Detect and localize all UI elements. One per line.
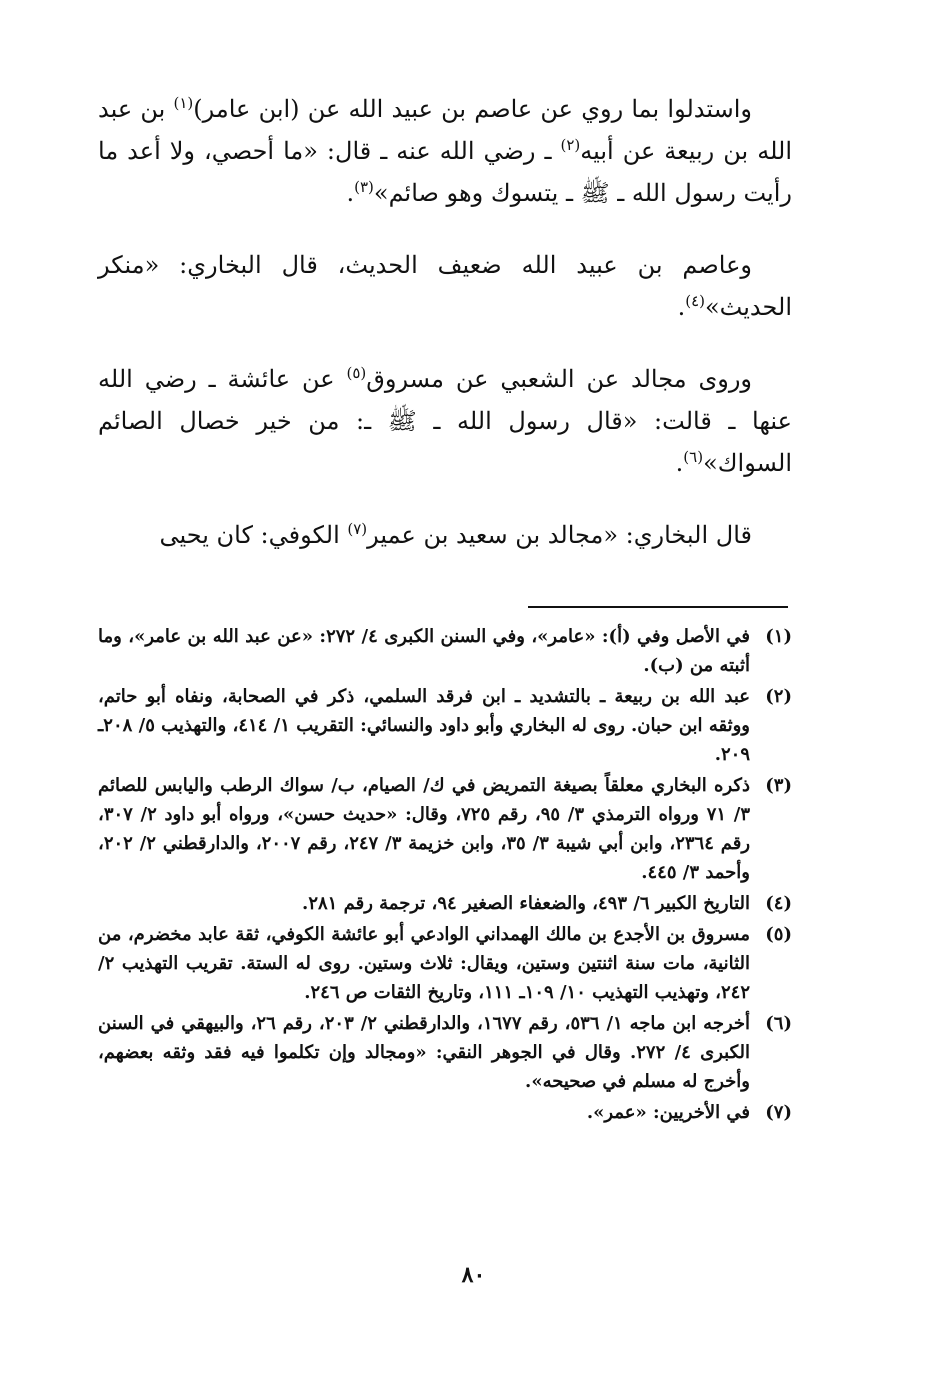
text-span: . <box>675 449 684 477</box>
paragraph-4 <box>98 514 792 556</box>
footnote-marker-5[interactable]: (٥) <box>346 364 367 382</box>
footnote-text: التاريخ الكبير ٦/ ٤٩٣، والضعفاء الصغير ٩٤، ترجمة رقم ٢٨١. <box>302 893 750 914</box>
footnote-5 <box>98 920 792 1007</box>
text-span: عن عائشة ـ رضي الله عنها ـ قالت: «قال رسول الله ـ ﷺ ـ: من خير خصال الصائم السواك» <box>98 365 792 477</box>
text-span: قال البخاري: «مجالد بن سعيد بن عمير <box>367 521 752 549</box>
footnote-marker-6[interactable]: (٦) <box>683 448 704 466</box>
text-span: . <box>346 179 355 207</box>
footnote-marker-7[interactable]: (٧) <box>347 520 368 538</box>
text-span: الكوفي: كان يحيى <box>159 521 348 549</box>
paragraph-1 <box>98 88 792 214</box>
footnote-number: (٤) <box>765 893 792 914</box>
footnote-marker-4[interactable]: (٤) <box>685 292 705 310</box>
footnote-number: (٥) <box>765 924 792 945</box>
text-span: وعاصم بن عبيد الله ضعيف الحديث، قال البخاري: «منكر الحديث» <box>98 251 792 321</box>
text-span: ـ رضي الله عنه ـ قال: «ما أحصي، ولا أعد ما رأيت رسول الله ـ ﷺ ـ يتسوك وهو صائم» <box>98 137 792 207</box>
text-span: بن عبد الله بن ربيعة عن أبيه <box>98 95 792 165</box>
footnote-text: ذكره البخاري معلقاً بصيغة التمريض في ك/ الصيام، ب/ سواك الرطب واليابس للصائم ٣/ ٧١ ورواه الترمذي ٣/ ٩٥، رقم ٧٢٥، وقال: «حديث حسن»، ورواه أبو داود ٢/ ٣٠٧، رقم ٢٣٦٤، وابن أبي شيبة ٣/ ٣٥، وابن خزيمة ٣/ ٢٤٧، رقم ٢٠٠٧، والدارقطني ٢/ ٢٠٢، وأحمد ٣/ ٤٤٥. <box>98 775 751 883</box>
footnote-number: (٣) <box>765 775 792 796</box>
main-text <box>98 88 792 586</box>
footnote-number: (٦) <box>765 1013 792 1034</box>
footnote-marker-2[interactable]: (٢) <box>560 136 581 154</box>
text-span: . <box>677 293 686 321</box>
footnote-text: في الأخريين: «عمر». <box>586 1102 750 1123</box>
paragraph-3 <box>98 358 792 484</box>
footnote-3 <box>98 771 792 887</box>
footnotes <box>98 622 792 1129</box>
text-span: وروى مجالد عن الشعبي عن مسروق <box>366 365 752 393</box>
footnote-4 <box>98 889 792 918</box>
footnote-marker-1[interactable]: (١) <box>173 94 194 112</box>
footnote-6 <box>98 1009 792 1096</box>
text-span: واستدلوا بما روي عن عاصم بن عبيد الله عن (ابن عامر) <box>193 95 752 123</box>
footnote-text: مسروق بن الأجدع بن مالك الهمداني الوادعي أبو عائشة الكوفي، ثقة عابد مخضرم، من الثانية، مات سنة اثنتين وستين، ويقال: ثلاث وستين. روى له الستة. تقريب التهذيب ٢/ ٢٤٢، وتهذيب التهذيب ١٠/ ١٠٩ـ ١١١، وتاريخ الثقات ص ٢٤٦. <box>98 924 750 1003</box>
footnote-number: (٢) <box>765 686 792 707</box>
footnote-separator <box>528 606 788 608</box>
footnote-text: في الأصل وفي (أ): «عامر»، وفي السنن الكبرى ٤/ ٢٧٢: «عن عبد الله بن عامر»، وما أثبته من (ب). <box>98 626 750 676</box>
footnote-text: أخرجه ابن ماجه ١/ ٥٣٦، رقم ١٦٧٧، والدارقطني ٢/ ٢٠٣، رقم ٢٦، والبيهقي في السنن الكبرى ٤/ ٢٧٢. وقال في الجوهر النقي: «ومجالد وإن تكلموا فيه فقد وثقه بعضهم، وأخرج له مسلم في صحيحه». <box>98 1013 751 1092</box>
footnote-text: عبد الله بن ربيعة ـ بالتشديد ـ ابن فرقد السلمي، ذكر في الصحابة، ونفاه أبو حاتم، ووثقه ابن حبان. روى له البخاري وأبو داود والنسائي: التقريب ١/ ٤١٤، والتهذيب ٥/ ٢٠٨ـ ٢٠٩. <box>98 686 750 765</box>
page-number: ٨٠ <box>461 1262 486 1288</box>
paragraph-2 <box>98 244 792 328</box>
footnote-2 <box>98 682 792 769</box>
footnote-number: (١) <box>765 626 792 647</box>
footnote-7 <box>98 1098 792 1127</box>
footnote-1 <box>98 622 792 680</box>
footnote-number: (٧) <box>765 1102 792 1123</box>
footnote-marker-3[interactable]: (٣) <box>354 178 374 196</box>
